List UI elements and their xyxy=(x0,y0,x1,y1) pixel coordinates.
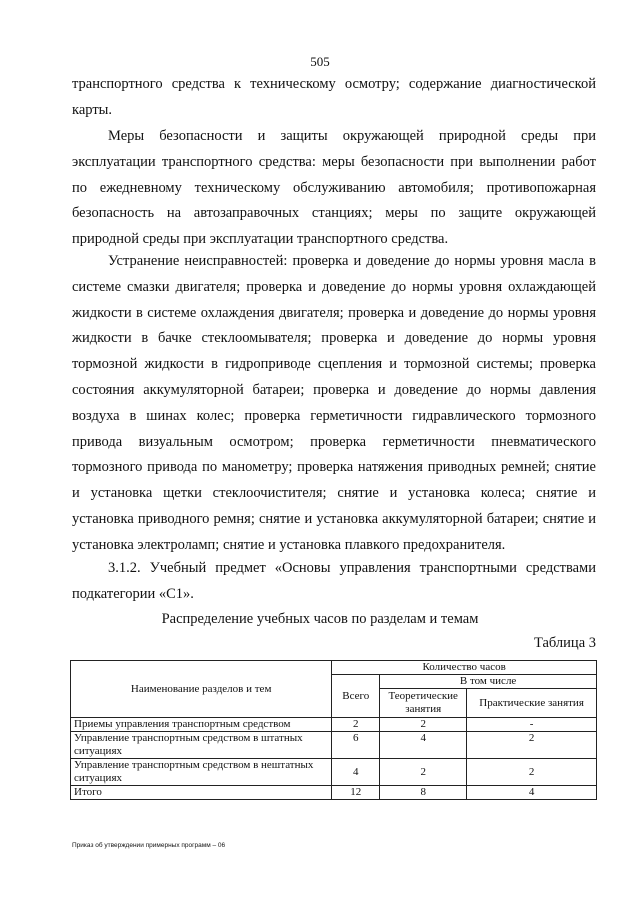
paragraph-troubleshooting: Устранение неисправностей: проверка и доведение до нормы уровня масла в системе смазки двигателя; проверка и доведение до нормы уровня охлаждающей жидкости в системе охлаждения двигателя; проверка и доведение до нормы уровня жидкости в бачке стеклоомывателя; проверка и доведение до нормы уровня тормозной жидкости в гидроприводе сцепления и тормозной системы; проверка состояния аккумуляторной батареи; проверка и доведение до нормы давления воздуха в шинах колес; проверка герметичности гидравлического тормозного привода визуальным осмотром; проверка герметичности пневматического тормозного привода по манометру; проверка натяжения приводных ремней; снятие и установка щетки стеклоочистителя; снятие и установка колеса; снятие и установка приводного ремня; снятие и установка аккумуляторной батареи; снятие и установка электроламп; снятие и установка плавкого предохранителя. xyxy=(72,253,596,553)
row-theory: 2 xyxy=(380,718,467,732)
row-theory: 2 xyxy=(380,759,467,786)
total-row-name: Итого xyxy=(71,786,332,800)
row-name: Управление транспортным средством в штатных ситуациях xyxy=(71,732,332,759)
total-row-theory: 8 xyxy=(380,786,467,800)
row-name: Управление транспортным средством в нештатных ситуациях xyxy=(71,759,332,786)
header-theory: Теоретические занятия xyxy=(380,689,467,718)
table-number: Таблица 3 xyxy=(533,635,596,651)
row-total: 6 xyxy=(332,732,380,759)
row-total: 4 xyxy=(332,759,380,786)
total-row-total: 12 xyxy=(332,786,380,800)
paragraph-safety-measures: Меры безопасности и защиты окружающей природной среды при эксплуатации транспортного средства: меры безопасности при выполнении работ по ежедневному техническому обслуживанию автомобиля; противопожарная безопасность на автозаправочных станциях; меры по защите окружающей природной среды при эксплуатации транспортного средства. xyxy=(72,128,596,248)
table-row xyxy=(71,759,597,786)
header-total: Всего xyxy=(332,675,380,718)
total-row-practice: 4 xyxy=(467,786,597,800)
hours-distribution-table xyxy=(70,660,597,800)
row-theory: 4 xyxy=(380,732,467,759)
table-row xyxy=(71,718,597,732)
table-total-row xyxy=(71,786,597,800)
row-practice: - xyxy=(467,718,597,732)
page-number: 505 xyxy=(310,54,330,69)
row-practice: 2 xyxy=(467,759,597,786)
table-row xyxy=(71,732,597,759)
row-practice: 2 xyxy=(467,732,597,759)
table-header-row xyxy=(71,661,597,675)
header-including: В том числе xyxy=(380,675,597,689)
header-name: Наименование разделов и тем xyxy=(71,661,332,718)
row-total: 2 xyxy=(332,718,380,732)
header-practice: Практические занятия xyxy=(467,689,597,718)
row-name: Приемы управления транспортным средством xyxy=(71,718,332,732)
table-caption: Распределение учебных часов по разделам и темам xyxy=(161,611,479,627)
paragraph-diagnostic-card: транспортного средства к техническому осмотру; содержание диагностической карты. xyxy=(72,76,596,118)
footer-note: Приказ об утверждении примерных программ – 06 xyxy=(72,842,226,849)
header-hours: Количество часов xyxy=(332,661,597,675)
section-heading-3-1-2: 3.1.2. Учебный предмет «Основы управления транспортными средствами подкатегории «C1». xyxy=(72,560,596,602)
